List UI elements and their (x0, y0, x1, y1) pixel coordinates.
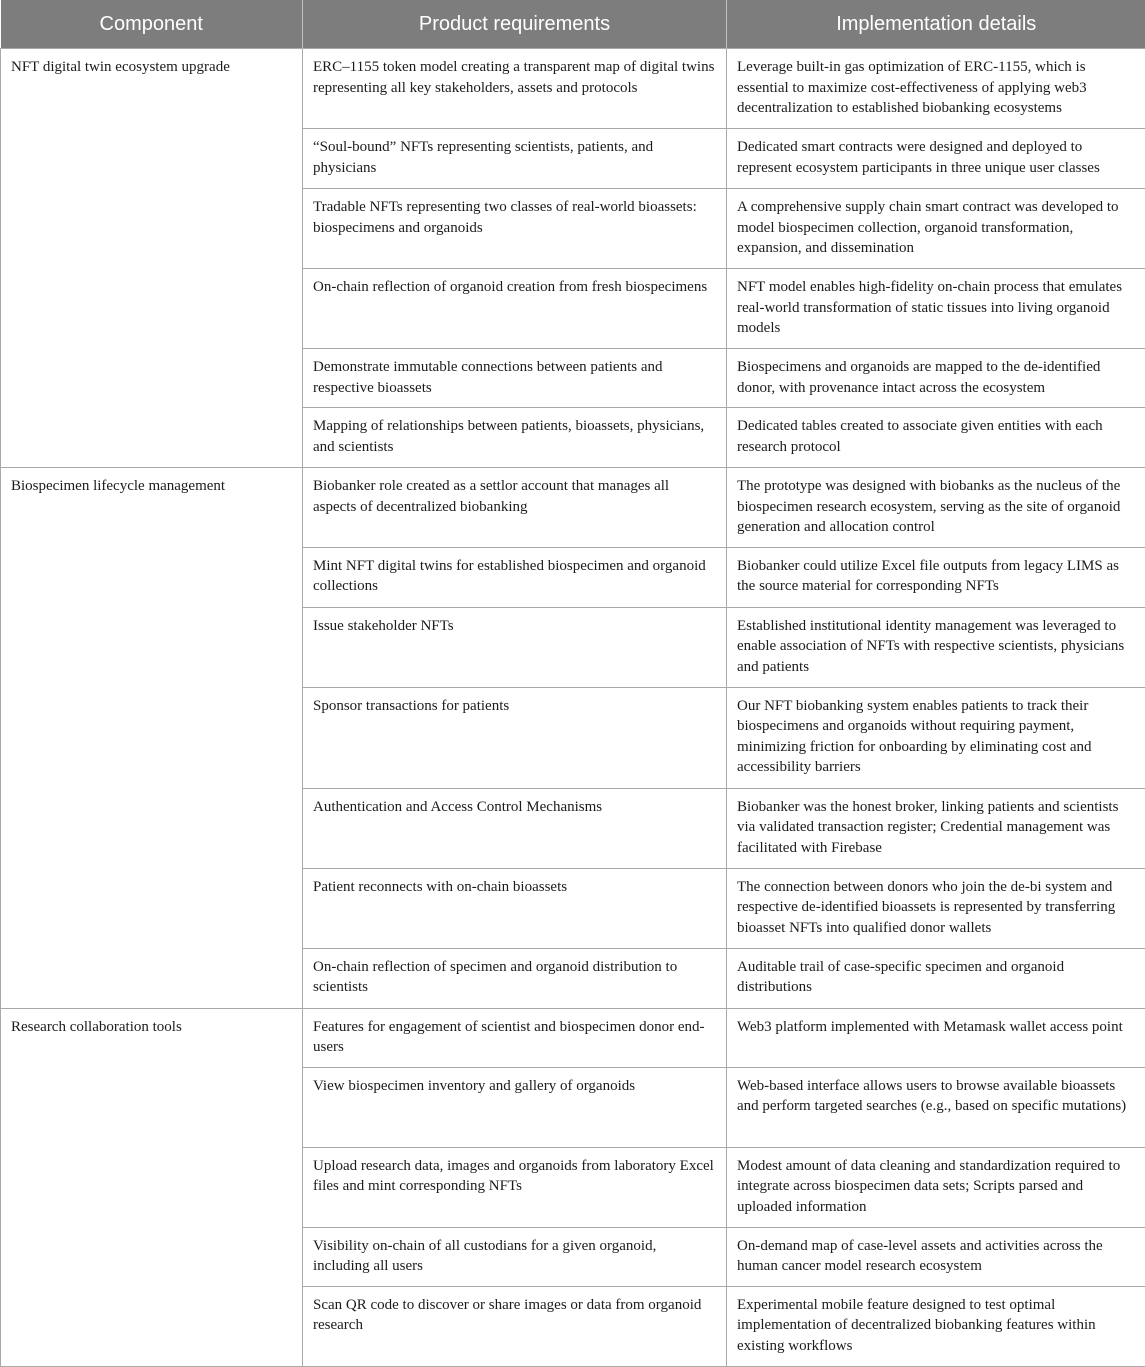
implementation-detail-cell: Web-based interface allows users to browse available bioassets and perform targeted searches (e.g., based on specific mutations) (727, 1067, 1145, 1147)
requirement-cell: Tradable NFTs representing two classes of real-world bioassets: biospecimens and organoids (303, 189, 727, 269)
implementation-detail-cell: Biobanker was the honest broker, linking patients and scientists via validated transaction register; Credential management was facilitated with Firebase (727, 788, 1145, 868)
implementation-detail-cell: The connection between donors who join the de-bi system and respective de-identified bioassets is represented by transferring bioasset NFTs into qualified donor wallets (727, 868, 1145, 948)
requirement-cell: View biospecimen inventory and gallery of organoids (303, 1067, 727, 1147)
requirement-cell: Patient reconnects with on-chain bioassets (303, 868, 727, 948)
implementation-detail-cell: Modest amount of data cleaning and standardization required to integrate across biospecimen data sets; Scripts parsed and uploaded information (727, 1147, 1145, 1227)
table-row (1, 49, 1145, 129)
implementation-detail-cell: The prototype was designed with biobanks as the nucleus of the biospecimen research ecosystem, serving as the site of organoid generation and allocation control (727, 468, 1145, 548)
implementation-detail-cell: Web3 platform implemented with Metamask wallet access point (727, 1008, 1145, 1067)
table-row (1, 468, 1145, 548)
requirement-cell: Issue stakeholder NFTs (303, 607, 727, 687)
requirement-cell: ERC–1155 token model creating a transparent map of digital twins representing all key stakeholders, assets and protocols (303, 49, 727, 129)
table-row (1, 1008, 1145, 1067)
implementation-detail-cell: Leverage built-in gas optimization of ERC-1155, which is essential to maximize cost-effectiveness of applying web3 decentralization to established biobanking ecosystems (727, 49, 1145, 129)
component-cell: NFT digital twin ecosystem upgrade (1, 49, 303, 468)
implementation-detail-cell: Dedicated smart contracts were designed and deployed to represent ecosystem participants in three unique user classes (727, 129, 1145, 189)
header-implementation-details: Implementation details (727, 0, 1145, 49)
requirement-cell: Mint NFT digital twins for established biospecimen and organoid collections (303, 547, 727, 607)
requirement-cell: Scan QR code to discover or share images or data from organoid research (303, 1286, 727, 1366)
requirement-cell: Visibility on-chain of all custodians for a given organoid, including all users (303, 1227, 727, 1286)
component-cell: Research collaboration tools (1, 1008, 303, 1366)
requirement-cell: On-chain reflection of organoid creation from fresh biospecimens (303, 269, 727, 349)
requirement-cell: Mapping of relationships between patients, bioassets, physicians, and scientists (303, 408, 727, 468)
implementation-detail-cell: NFT model enables high-fidelity on-chain process that emulates real-world transformation of static tissues into living organoid models (727, 269, 1145, 349)
requirement-cell: Upload research data, images and organoids from laboratory Excel files and mint corresponding NFTs (303, 1147, 727, 1227)
implementation-detail-cell: Biobanker could utilize Excel file outputs from legacy LIMS as the source material for corresponding NFTs (727, 547, 1145, 607)
header-product-requirements: Product requirements (303, 0, 727, 49)
requirement-cell: Authentication and Access Control Mechanisms (303, 788, 727, 868)
implementation-detail-cell: Biospecimens and organoids are mapped to the de-identified donor, with provenance intact across the ecosystem (727, 349, 1145, 408)
implementation-detail-cell: Experimental mobile feature designed to test optimal implementation of decentralized biobanking features within existing workflows (727, 1286, 1145, 1366)
implementation-detail-cell: A comprehensive supply chain smart contract was developed to model biospecimen collection, organoid transformation, expansion, and dissemination (727, 189, 1145, 269)
requirement-cell: Sponsor transactions for patients (303, 687, 727, 788)
header-row (1, 0, 1145, 49)
requirement-cell: On-chain reflection of specimen and organoid distribution to scientists (303, 948, 727, 1008)
header-component: Component (1, 0, 303, 49)
requirement-cell: Features for engagement of scientist and biospecimen donor end-users (303, 1008, 727, 1067)
implementation-detail-cell: On-demand map of case-level assets and activities across the human cancer model research ecosystem (727, 1227, 1145, 1286)
table-body (1, 49, 1145, 1367)
implementation-detail-cell: Our NFT biobanking system enables patients to track their biospecimens and organoids without requiring payment, minimizing friction for onboarding by eliminating cost and accessibility barriers (727, 687, 1145, 788)
table-header (1, 0, 1145, 49)
requirement-cell: Biobanker role created as a settlor account that manages all aspects of decentralized biobanking (303, 468, 727, 548)
component-cell: Biospecimen lifecycle management (1, 468, 303, 1009)
implementation-detail-cell: Auditable trail of case-specific specimen and organoid distributions (727, 948, 1145, 1008)
implementation-detail-cell: Established institutional identity management was leveraged to enable association of NFTs with respective scientists, physicians and patients (727, 607, 1145, 687)
requirement-cell: Demonstrate immutable connections between patients and respective bioassets (303, 349, 727, 408)
requirement-cell: “Soul-bound” NFTs representing scientists, patients, and physicians (303, 129, 727, 189)
implementation-detail-cell: Dedicated tables created to associate given entities with each research protocol (727, 408, 1145, 468)
